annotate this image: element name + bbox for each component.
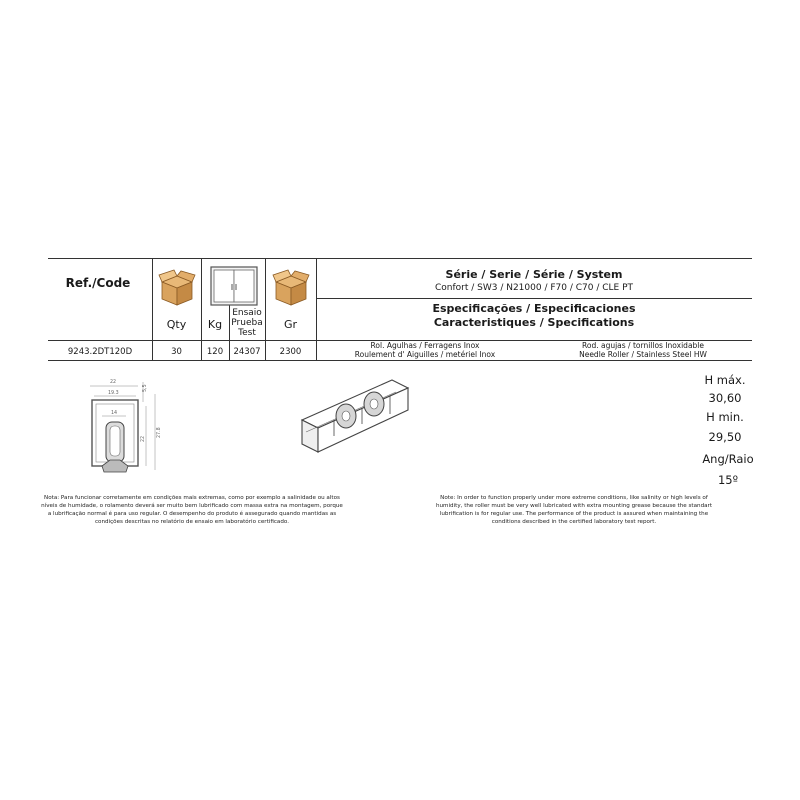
kg-header: Kg [207, 318, 223, 331]
table-row-bottom [48, 360, 752, 361]
spec-title-2: Caracteristiques / Specifications [433, 316, 635, 329]
h-max-label: H máx. [704, 373, 746, 387]
row-desc-left [316, 341, 534, 359]
dim-14: 14 [111, 411, 118, 416]
dim-27-8: 27.8 [157, 427, 162, 438]
row-code: 9243.2DT120D [67, 347, 133, 357]
row-desc-right [534, 341, 752, 359]
row-gr: 2300 [279, 347, 302, 357]
desc-es-line2: Needle Roller / Stainless Steel HW [579, 350, 707, 359]
spec-title-1: Especificações / Especificaciones [432, 302, 636, 315]
system-list: Confort / SW3 / N21000 / F70 / C70 / CLE PT [434, 283, 633, 293]
note-pt-line1: Nota: Para funcionar corretamente em condições mais extremas, como por exemplo a salinidade ou altos [44, 495, 340, 501]
h-min-label: H min. [706, 410, 744, 424]
desc-pt-line1: Rol. Agulhas / Ferragens Inox [370, 341, 480, 350]
note-en-line4: conditions described in the certified laboratory test report. [491, 519, 657, 525]
row-test: 24307 [233, 347, 261, 357]
angle-value: 15º [717, 473, 739, 487]
spec-divider [316, 298, 752, 299]
note-en-line3: lubrification is for regular use. The performance of the product is assured when maintaining the [439, 511, 709, 517]
test-header [229, 308, 265, 338]
note-en-line2: humidity, the roller must be very well lubricated with extra mounting grease because the standart [435, 503, 713, 509]
col-sep-4 [265, 258, 266, 360]
note-pt-line2: níveis de humidade, o rolamento deverá ser muito bem lubrificado com massa extra na montagem, porque [41, 503, 343, 509]
note-portuguese [12, 494, 372, 526]
roller-section-drawing [80, 372, 180, 480]
system-title: Série / Serie / Série / System [445, 268, 623, 281]
dim-5-5: 5,5 [143, 384, 148, 392]
note-pt-line3: a lubrificação normal é para uso regular. O desempenho do produto é assegurado quando mantidas as [47, 511, 337, 517]
row-kg: 120 [206, 347, 224, 357]
desc-es-line1: Rod. agujas / tornillos Inoxidable [581, 341, 704, 350]
dim-22-top: 22 [110, 380, 117, 385]
note-english [394, 494, 754, 526]
row-qty: 30 [171, 347, 182, 357]
col-sep-1 [152, 258, 153, 360]
dim-22-side: 22 [141, 435, 146, 442]
dim-19-3: 19.3 [108, 391, 119, 396]
angle-label: Ang/Raio [702, 452, 754, 466]
box-icon [271, 268, 311, 308]
col-sep-2 [201, 258, 202, 360]
h-max-value: 30,60 [708, 391, 742, 405]
test-header-line1: Ensaio [232, 308, 262, 318]
gr-header: Gr [283, 318, 298, 331]
qty-header: Qty [166, 318, 187, 331]
note-en-line1: Note: In order to function properly under more extreme conditions, like salinity or high levels of [440, 495, 708, 501]
box-icon [157, 268, 197, 308]
test-header-line3: Test [238, 328, 256, 338]
table-top-border [48, 258, 752, 259]
h-min-value: 29,50 [708, 430, 742, 444]
desc-pt-line2: Roulement d' Aiguilles / metériel Inox [354, 350, 496, 359]
note-pt-line4: condições descritas no relatório de ensaio em laboratório certificado. [94, 519, 290, 525]
test-header-line2: Prueba [231, 318, 263, 328]
roller-isometric-drawing [296, 376, 414, 456]
sliding-window-icon [210, 266, 258, 306]
ref-code-header: Ref./Code [65, 276, 131, 290]
